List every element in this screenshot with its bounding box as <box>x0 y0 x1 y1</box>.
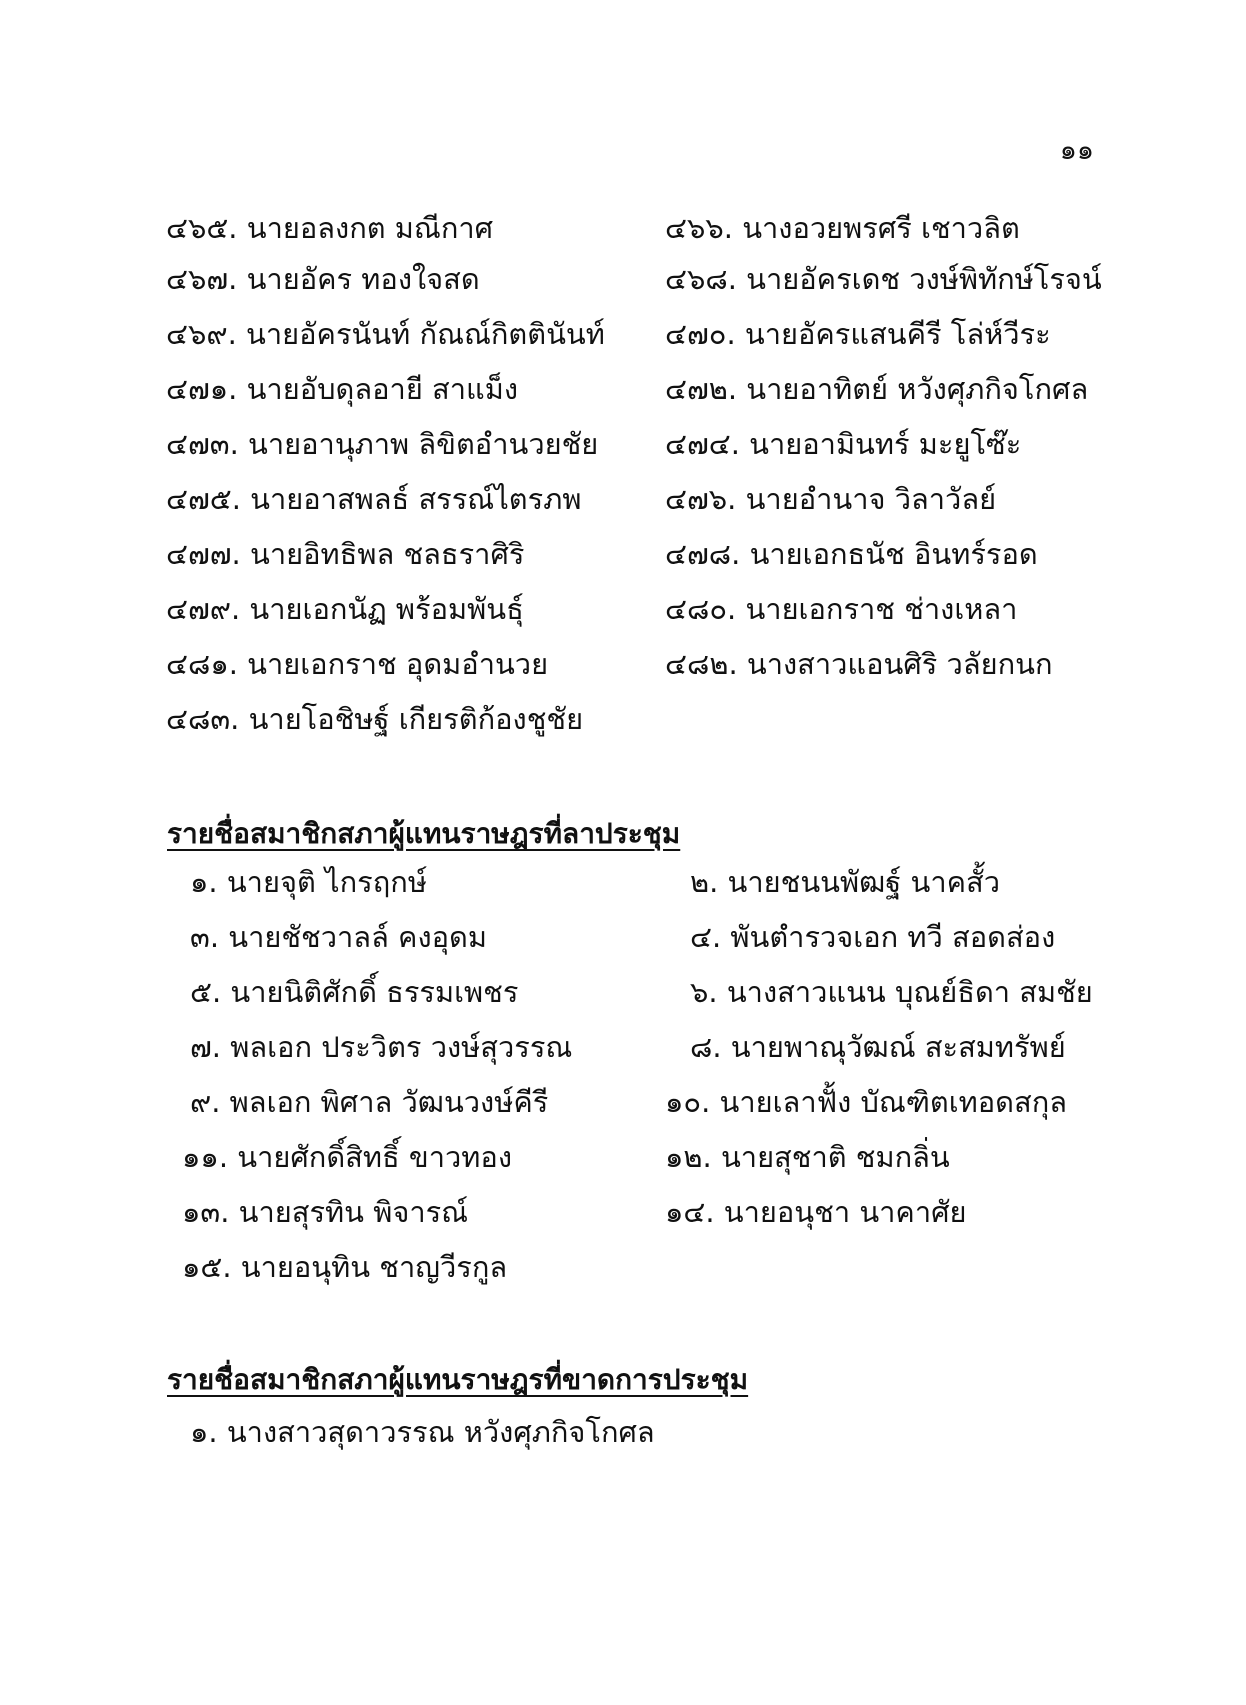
list-item: ๕. นายนิติศักดิ์ ธรรมเพชร <box>190 975 519 1009</box>
list-item: ๔๖๕. นายอลงกต มณีกาศ <box>166 211 494 245</box>
list-item: ๔๘๐. นายเอกราช ช่างเหลา <box>665 592 1018 626</box>
list-item: ๔. พันตำรวจเอก ทวี สอดส่อง <box>690 920 1056 954</box>
list-item: ๔๗๘. นายเอกธนัช อินทร์รอด <box>665 537 1038 571</box>
list-item: ๔๗๙. นายเอกนัฏ พร้อมพันธุ์ <box>166 592 524 626</box>
leave-section-heading: รายชื่อสมาชิกสภาผู้แทนราษฎรที่ลาประชุม <box>167 817 681 850</box>
list-item: ๔๗๖. นายอำนาจ วิลาวัลย์ <box>665 482 997 516</box>
list-item: ๔๗๓. นายอานุภาพ ลิขิตอำนวยชัย <box>166 427 599 461</box>
page-number: ๑๑ <box>1059 135 1094 166</box>
list-item: ๔๖๙. นายอัครนันท์ กัณณ์กิตตินันท์ <box>166 317 605 351</box>
list-item: ๔๖๖. นางอวยพรศรี เชาวลิต <box>665 211 1020 245</box>
list-item: ๑๓. นายสุรทิน พิจารณ์ <box>182 1195 469 1229</box>
list-item: ๗. พลเอก ประวิตร วงษ์สุวรรณ <box>190 1030 573 1064</box>
list-item: ๑๒. นายสุชาติ ชมกลิ่น <box>665 1140 950 1174</box>
list-item: ๔๗๒. นายอาทิตย์ หวังศุภกิจโกศล <box>665 372 1089 406</box>
list-item: ๔๗๑. นายอับดุลอายี สาแม็ง <box>166 372 518 406</box>
list-item: ๑๕. นายอนุทิน ชาญวีรกูล <box>182 1250 508 1284</box>
list-item: ๑๑. นายศักดิ์สิทธิ์ ขาวทอง <box>182 1140 512 1174</box>
list-item: ๔๘๑. นายเอกราช อุดมอำนวย <box>166 647 549 681</box>
list-item: ๔๗๗. นายอิทธิพล ชลธราศิริ <box>166 537 525 571</box>
list-item: ๔๘๒. นางสาวแอนศิริ วลัยกนก <box>665 647 1053 681</box>
list-item: ๑๐. นายเลาฟั้ง บัณฑิตเทอดสกุล <box>665 1085 1068 1119</box>
list-item: ๘. นายพาณุวัฒณ์ สะสมทรัพย์ <box>690 1030 1066 1064</box>
list-item: ๒. นายชนนพัฒฐ์ นาคสั้ว <box>690 865 1001 899</box>
list-item: ๑๔. นายอนุชา นาคาศัย <box>665 1195 967 1229</box>
list-item: ๑. นายจุติ ไกรฤกษ์ <box>190 865 427 899</box>
list-item: ๔๗๐. นายอัครแสนคีรี โล่ห์วีระ <box>665 317 1051 351</box>
list-item: ๖. นางสาวแนน บุณย์ธิดา สมชัย <box>690 975 1093 1009</box>
list-item: ๔๖๘. นายอัครเดช วงษ์พิทักษ์โรจน์ <box>665 262 1102 296</box>
list-item: ๔๖๗. นายอัคร ทองใจสด <box>166 262 480 296</box>
list-item: ๙. พลเอก พิศาล วัฒนวงษ์คีรี <box>190 1085 549 1119</box>
absent-section-heading: รายชื่อสมาชิกสภาผู้แทนราษฎรที่ขาดการประชุม <box>167 1363 749 1396</box>
list-item: ๔๗๕. นายอาสพลธ์ สรรณ์ไตรภพ <box>166 482 582 516</box>
list-item: ๓. นายชัชวาลล์ คงอุดม <box>190 920 487 954</box>
list-item: ๔๘๓. นายโอชิษฐ์ เกียรติก้องชูชัย <box>166 702 584 736</box>
list-item: ๔๗๔. นายอามินทร์ มะยูโซ๊ะ <box>665 427 1022 461</box>
list-item: ๑. นางสาวสุดาวรรณ หวังศุภกิจโกศล <box>190 1415 655 1449</box>
